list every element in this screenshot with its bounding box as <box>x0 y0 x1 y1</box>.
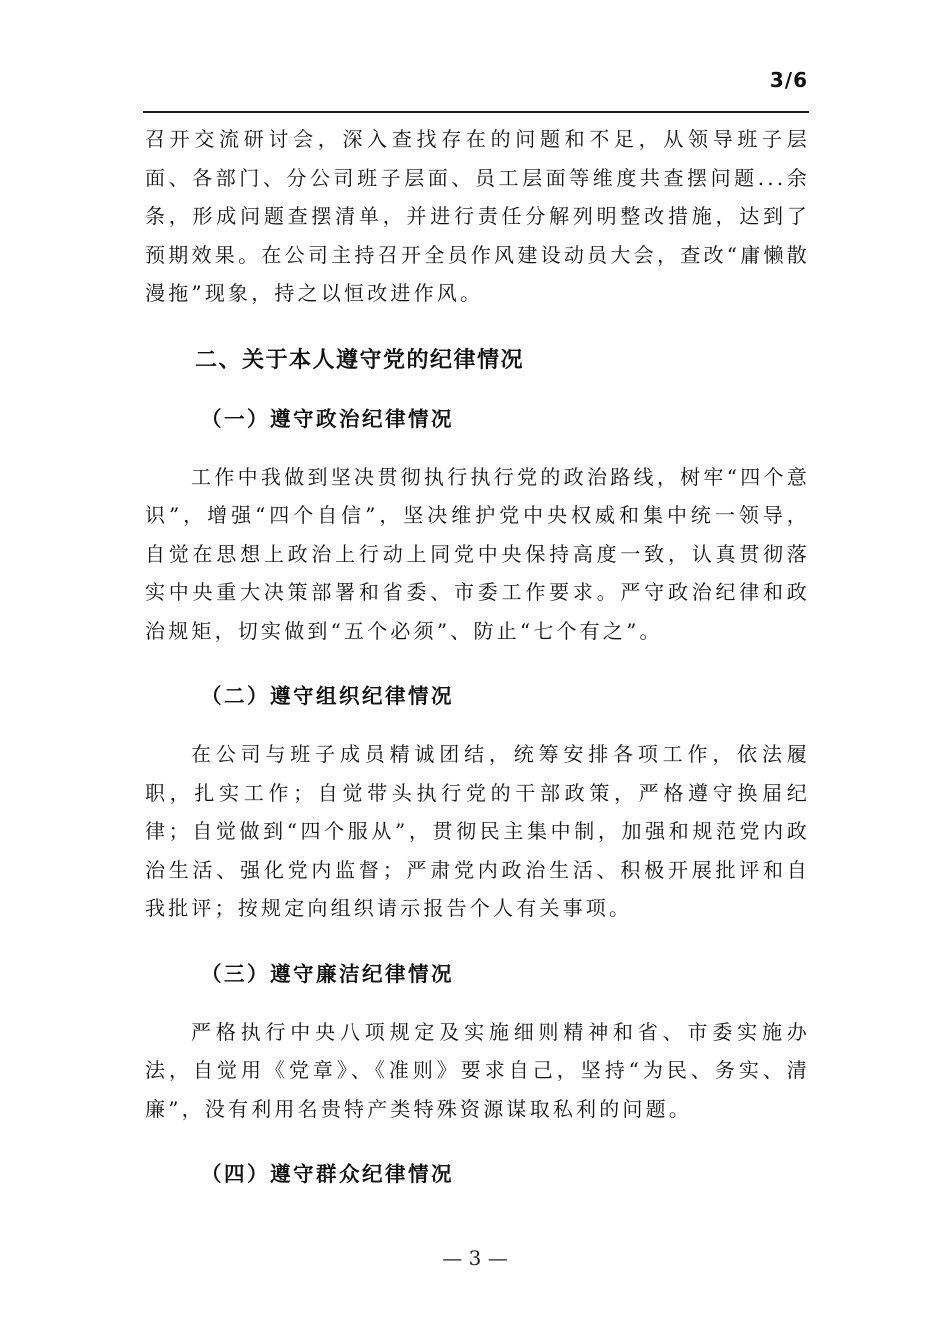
document-body <box>145 120 810 1187</box>
paragraph-integrity: 严格执行中央八项规定及实施细则精神和省、市委实施办法，自觉用《党章》、《准则》要求自己，坚持“为民、务实、清廉”，没有利用名贵特产类特殊资源谋取私利的问题。 <box>145 1019 810 1121</box>
subsection-heading-organizational: （二）遵守组织纪律情况 <box>201 684 454 708</box>
header-divider <box>143 111 809 113</box>
paragraph-organizational: 在公司与班子成员精诚团结，统筹安排各项工作，依法履职，扎实工作；自觉带头执行党的干部政策，严格遵守换届纪律；自觉做到“四个服从”，贯彻民主集中制，加强和规范党内政治生活、强化党内监督；严肃党内政治生活、积极开展批评和自我批评；按规定向组织请示报告个人有关事项。 <box>145 742 810 920</box>
page-counter: 3/6 <box>769 68 808 92</box>
subsection-heading-mass: （四）遵守群众纪律情况 <box>201 1162 454 1186</box>
paragraph-political: 工作中我做到坚决贯彻执行执行党的政治路线，树牢“四个意识”，增强“四个自信”，坚决维护党中央权威和集中统一领导，自觉在思想上政治上行动上同党中央保持高度一致，认真贯彻落实中央重大决策部署和省委、市委工作要求。严守政治纪律和政治规矩，切实做到“五个必须”、防止“七个有之”。 <box>145 464 810 643</box>
intro-paragraph: 召开交流研讨会，深入查找存在的问题和不足，从领导班子层面、各部门、分公司班子层面、员工层面等维度共查摆问题...余条，形成问题查摆清单，并进行责任分解列明整改措施，达到了预期效果。在公司主持召开全员作风建设动员大会，查改“庸懒散漫拖”现象，持之以恒改进作风。 <box>145 127 810 305</box>
subsection-heading-political: （一）遵守政治纪律情况 <box>201 406 454 431</box>
section-heading: 二、关于本人遵守党的纪律情况 <box>195 347 525 373</box>
subsection-heading-integrity: （三）遵守廉洁纪律情况 <box>201 961 454 986</box>
page-number-footer: — 3 — <box>442 1246 508 1270</box>
